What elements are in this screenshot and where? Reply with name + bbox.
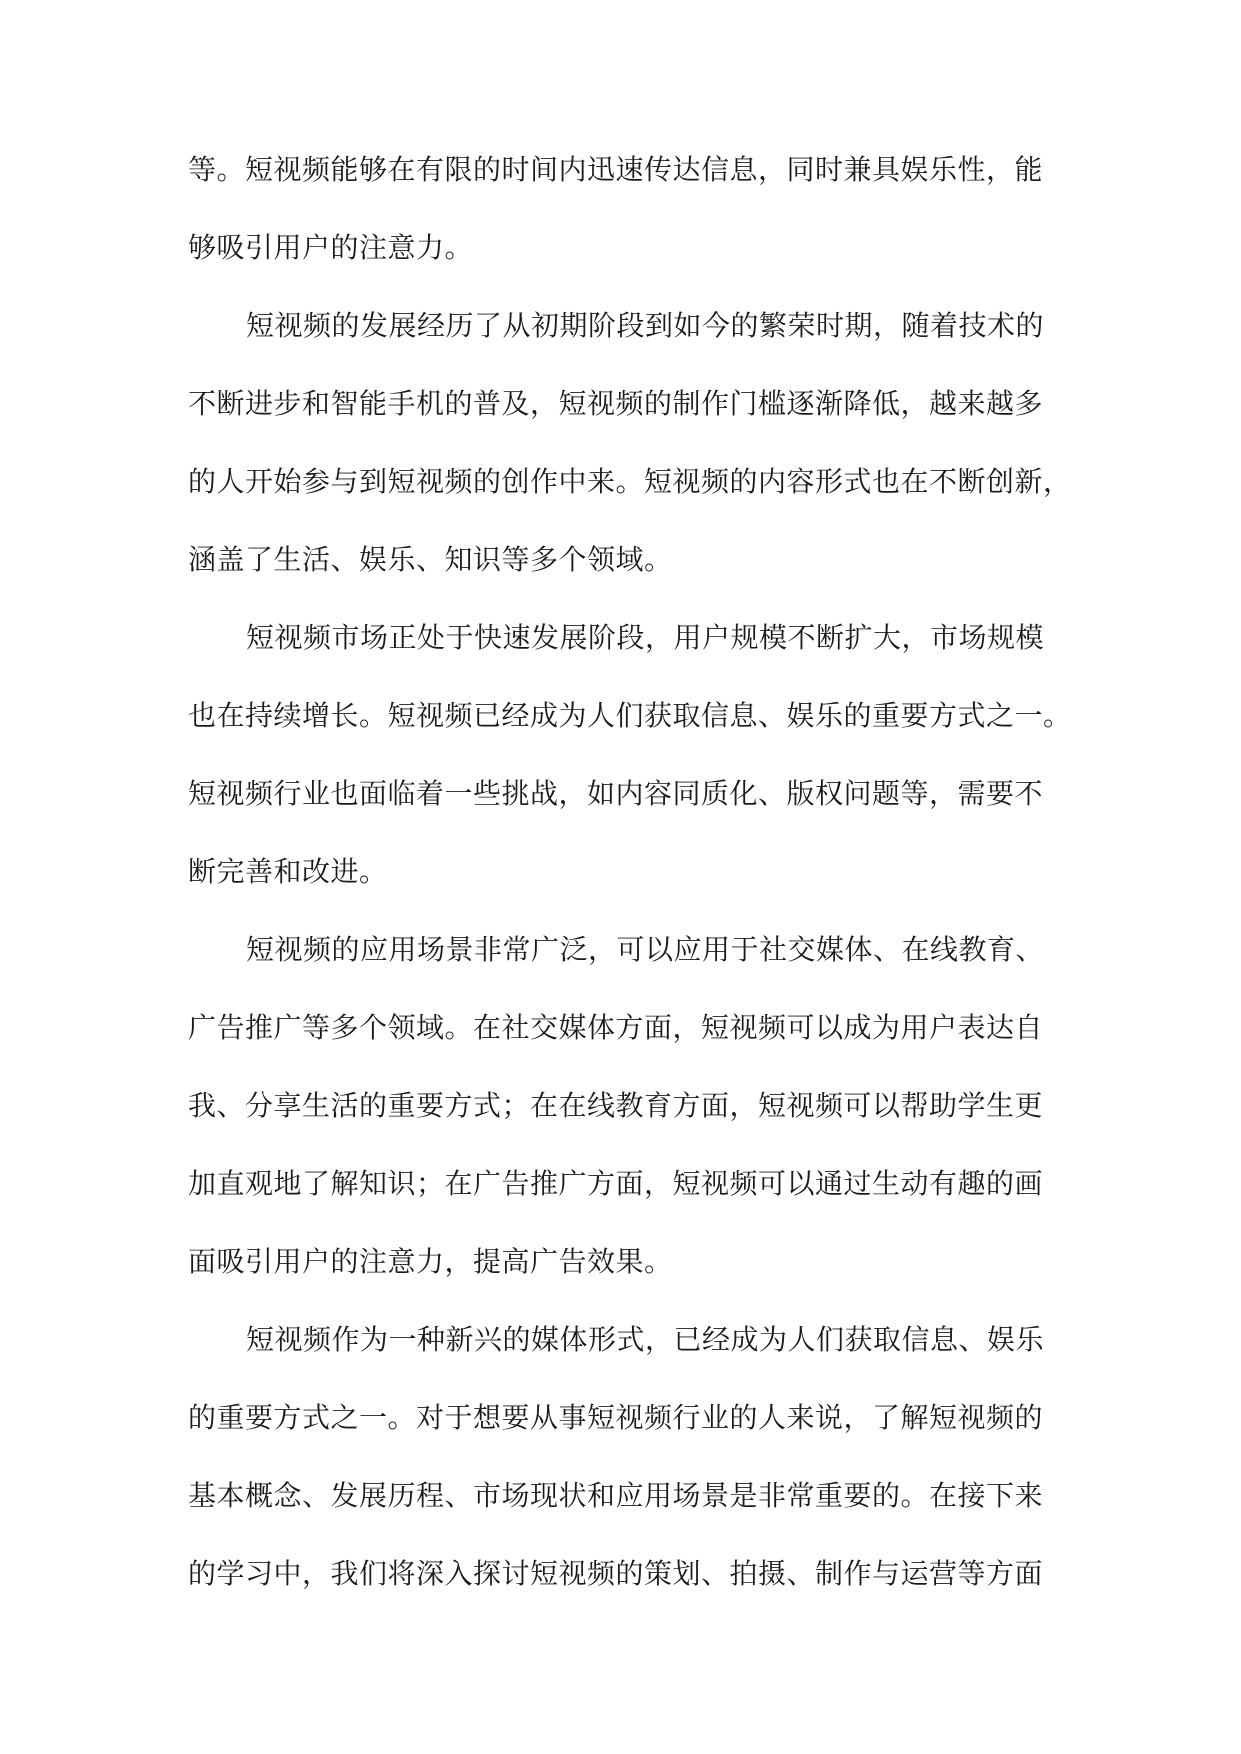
paragraph-4: [188, 922, 1068, 1312]
text-line: 加直观地了解知识；在广告推广方面，短视频可以通过生动有趣的画: [188, 1167, 1044, 1200]
text-line: 的人开始参与到短视频的创作中来。短视频的内容形式也在不断创新，: [188, 465, 1072, 498]
paragraph-5: [188, 1312, 1068, 1624]
paragraph-2: [188, 298, 1072, 610]
text-line: 短视频市场正处于快速发展阶段，用户规模不断扩大，市场规模: [246, 621, 1045, 654]
text-line: 等。短视频能够在有限的时间内迅速传达信息，同时兼具娱乐性，能: [188, 153, 1044, 186]
text-line: 短视频的应用场景非常广泛，可以应用于社交媒体、在线教育、: [246, 933, 1045, 966]
text-line: 够吸引用户的注意力。: [188, 231, 474, 264]
text-line: 也在持续增长。短视频已经成为人们获取信息、娱乐的重要方式之一。: [188, 699, 1072, 732]
text-line: 的学习中，我们将深入探讨短视频的策划、拍摄、制作与运营等方面: [188, 1557, 1044, 1590]
document-body: [188, 142, 1072, 1624]
paragraph-1: [188, 142, 1068, 298]
text-line: 广告推广等多个领域。在社交媒体方面，短视频可以成为用户表达自: [188, 1011, 1044, 1044]
text-line: 我、分享生活的重要方式；在在线教育方面，短视频可以帮助学生更: [188, 1089, 1044, 1122]
text-line: 断完善和改进。: [188, 855, 388, 888]
text-line: 短视频作为一种新兴的媒体形式，已经成为人们获取信息、娱乐: [246, 1323, 1045, 1356]
text-line: 基本概念、发展历程、市场现状和应用场景是非常重要的。在接下来: [188, 1479, 1044, 1512]
text-line: 涵盖了生活、娱乐、知识等多个领域。: [188, 543, 673, 576]
text-line: 面吸引用户的注意力，提高广告效果。: [188, 1245, 673, 1278]
text-line: 的重要方式之一。对于想要从事短视频行业的人来说，了解短视频的: [188, 1401, 1044, 1434]
text-line: 短视频行业也面临着一些挑战，如内容同质化、版权问题等，需要不: [188, 777, 1044, 810]
text-line: 短视频的发展经历了从初期阶段到如今的繁荣时期，随着技术的: [246, 309, 1045, 342]
text-line: 不断进步和智能手机的普及，短视频的制作门槛逐渐降低，越来越多: [188, 387, 1044, 420]
paragraph-3: [188, 610, 1072, 922]
